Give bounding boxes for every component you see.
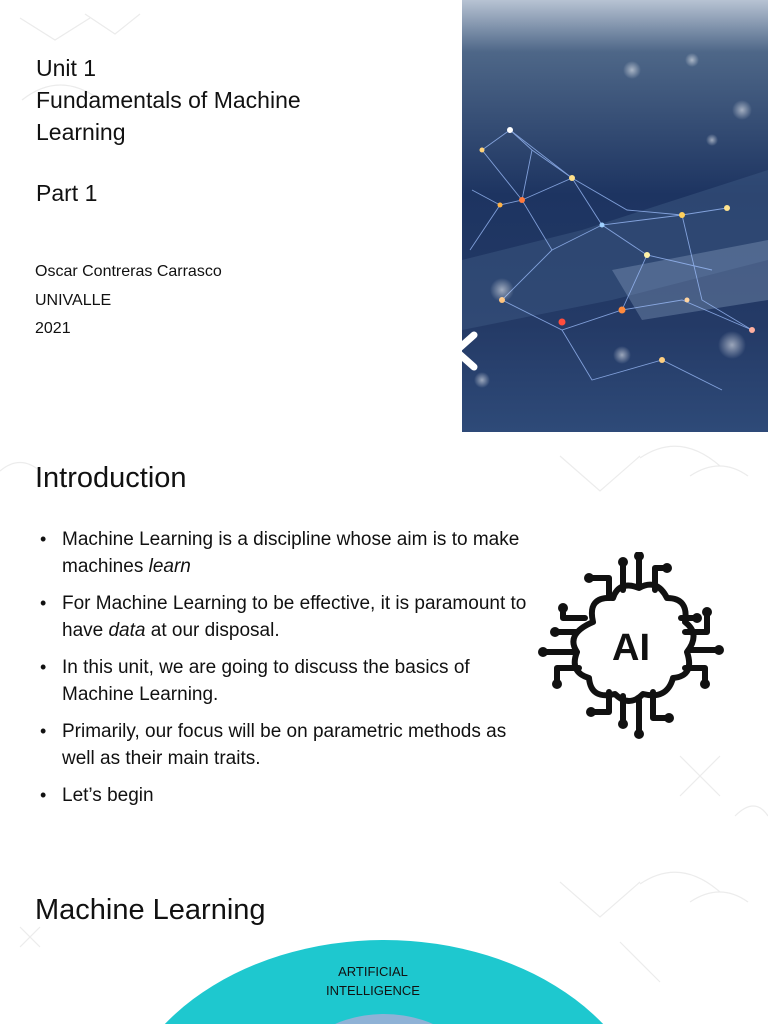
ai-chip-brain-icon xyxy=(535,552,725,742)
label-line: INTELLIGENCE xyxy=(326,983,420,998)
network-image xyxy=(462,0,768,432)
bullet-item xyxy=(38,718,528,772)
label-line: ARTIFICIAL xyxy=(338,964,408,979)
bullet-item xyxy=(38,526,528,580)
bullet-item xyxy=(38,782,528,809)
institution-name: UNIVALLE xyxy=(35,291,112,309)
presentation-title xyxy=(36,52,301,148)
bullet-text: Let’s begin xyxy=(62,785,154,806)
bullet-text: For Machine Learning to be effective, it is paramount to have xyxy=(62,593,527,641)
presentation-meta xyxy=(35,258,222,344)
bullet-item xyxy=(38,654,528,708)
title-line: Learning xyxy=(36,119,126,145)
slide-title: Introduction xyxy=(35,462,187,494)
title-slide xyxy=(0,0,768,434)
bullet-text: Primarily, our focus will be on parametric methods as well as their main traits. xyxy=(62,721,507,769)
chevron-left-icon[interactable] xyxy=(445,330,481,372)
part-label: Part 1 xyxy=(36,180,98,206)
bullet-text: In this unit, we are going to discuss the basics of Machine Learning. xyxy=(62,657,470,705)
ai-icon-text: AI xyxy=(612,627,650,669)
slide-title: Machine Learning xyxy=(35,894,266,926)
artificial-intelligence-label xyxy=(300,962,446,1000)
bullet-text: at our disposal. xyxy=(145,620,280,641)
title-line: Fundamentals of Machine xyxy=(36,87,301,113)
author-name: Oscar Contreras Carrasco xyxy=(35,263,222,280)
bullet-emphasis: learn xyxy=(148,556,191,577)
bullet-emphasis: data xyxy=(108,620,146,641)
title-line: Unit 1 xyxy=(36,55,97,81)
machine-learning-slide xyxy=(0,862,768,1024)
presentation-year: 2021 xyxy=(35,320,71,337)
bullet-list xyxy=(38,526,528,819)
introduction-slide xyxy=(0,436,768,856)
bullet-item xyxy=(38,590,528,644)
bullet-text: Machine Learning is a discipline whose aim is to make machines xyxy=(62,529,520,577)
